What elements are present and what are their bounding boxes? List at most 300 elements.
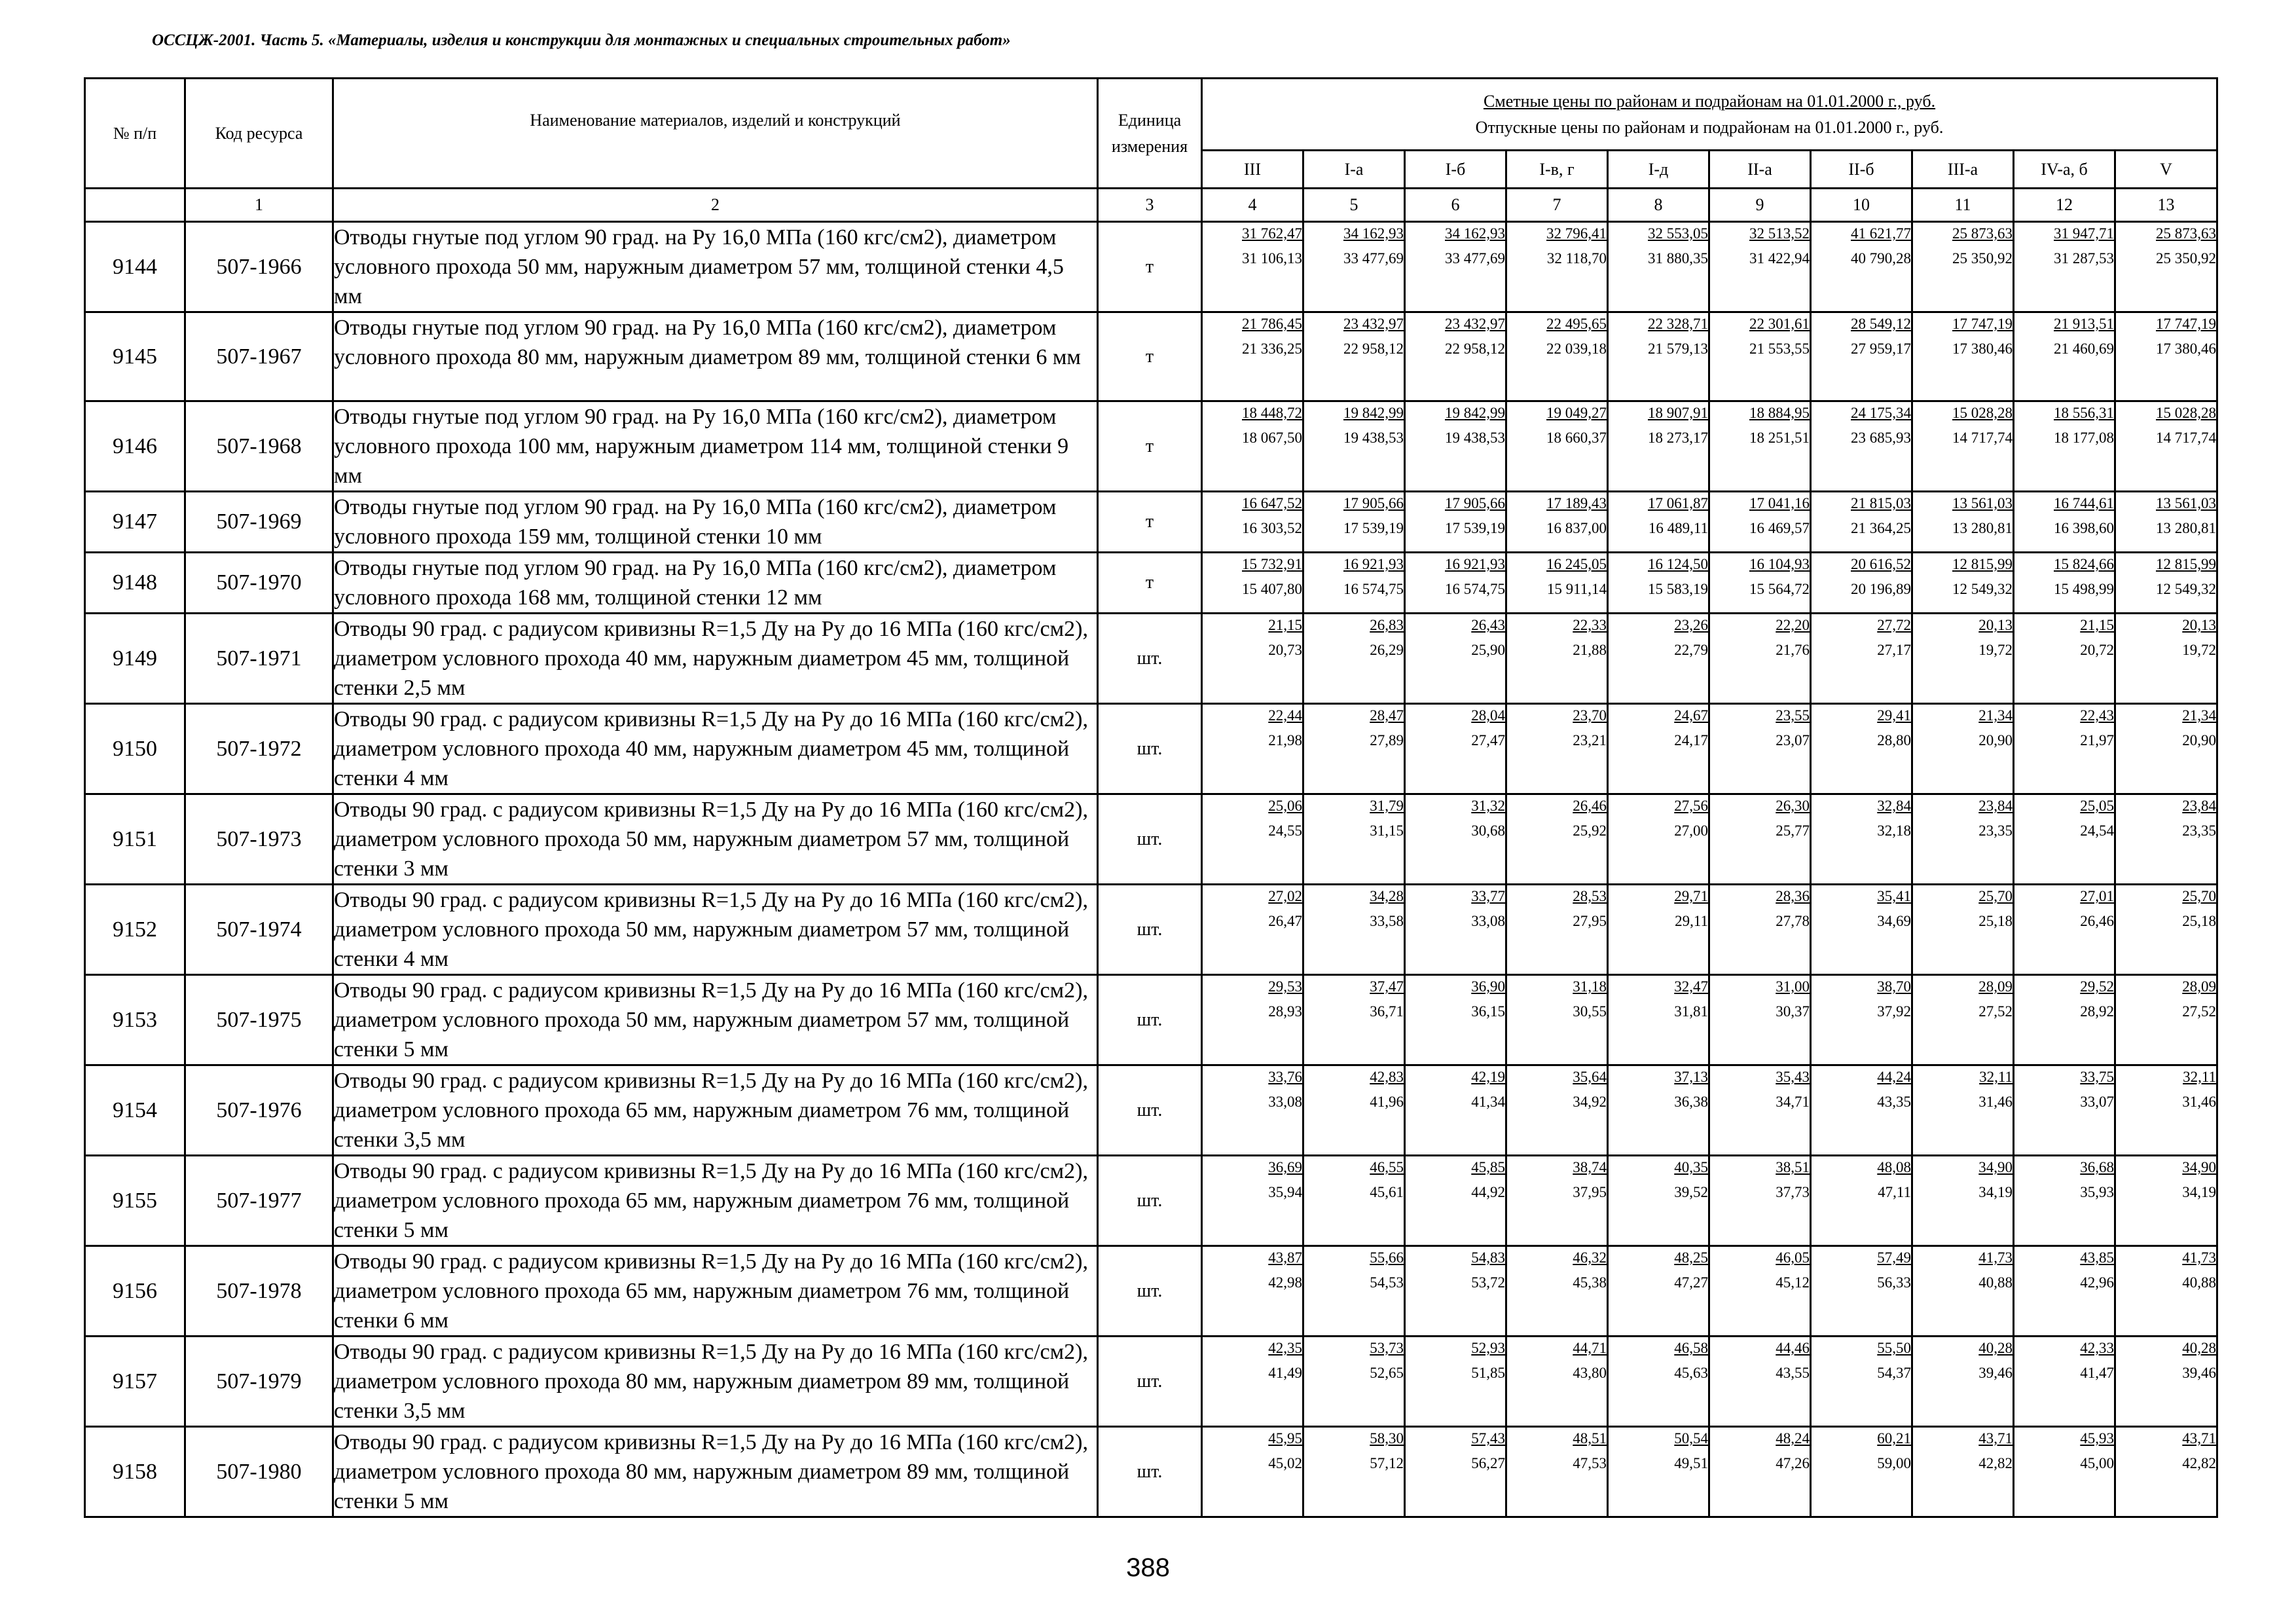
estimate-price: 32 796,41 [1546,225,1607,242]
table-row [85,885,2217,975]
price-cell [1608,1246,1709,1337]
price-cell [1202,614,1303,704]
release-price: 13 280,81 [2156,520,2217,536]
release-price: 19 438,53 [1445,430,1505,446]
material-name: Отводы гнутые под углом 90 град. на Ру 16,0 МПа (160 кгс/см2), диаметром условного прохода 159 мм, толщиной стенки 10 мм [333,492,1098,553]
row-number: 9158 [85,1427,185,1517]
release-price: 27,52 [2182,1003,2217,1020]
table-row [85,794,2217,885]
row-number: 9149 [85,614,185,704]
price-cell [1912,553,2014,614]
estimate-price: 32,84 [1877,798,1911,814]
column-number: 1 [185,189,333,222]
price-cell [1405,885,1506,975]
unit-of-measure: шт. [1098,1427,1202,1517]
price-cell [1912,614,2014,704]
estimate-price: 52,93 [1471,1340,1505,1356]
price-cell [1811,492,1912,553]
release-price: 15 498,99 [2054,581,2114,597]
estimate-price: 48,25 [1674,1249,1708,1266]
release-price: 39,52 [1674,1184,1708,1200]
price-cell [1709,975,1811,1065]
price-cell [1405,1246,1506,1337]
estimate-price: 31,79 [1370,798,1404,814]
price-cell [1303,1246,1405,1337]
price-cell [1608,704,1709,794]
price-cell [1811,614,1912,704]
release-price: 33,07 [2080,1094,2114,1110]
resource-code: 507-1966 [185,222,333,312]
estimate-price: 21,34 [1978,707,2013,724]
estimate-price: 34 162,93 [1445,225,1505,242]
column-number [85,189,185,222]
release-price: 31,81 [1674,1003,1708,1020]
price-cell [1811,794,1912,885]
row-number: 9148 [85,553,185,614]
estimate-price: 25,70 [1978,888,2013,904]
release-price: 43,55 [1776,1365,1810,1381]
page-number: 388 [1126,1553,1170,1582]
table-row [85,492,2217,553]
estimate-price: 25 873,63 [2156,225,2217,242]
estimate-price: 27,56 [1674,798,1708,814]
estimate-price: 34,90 [2182,1159,2217,1175]
release-price: 18 660,37 [1546,430,1607,446]
resource-code: 507-1974 [185,885,333,975]
estimate-price: 29,71 [1674,888,1708,904]
row-number: 9152 [85,885,185,975]
release-price: 22 039,18 [1546,341,1607,357]
release-price: 18 177,08 [2054,430,2114,446]
release-price: 37,95 [1573,1184,1607,1200]
region-header: V [2115,151,2217,189]
estimate-price: 31,18 [1573,978,1607,995]
material-name: Отводы 90 град. с радиусом кривизны R=1,5 Ду на Ру до 16 МПа (160 кгс/см2), диаметром условного прохода 65 мм, наружным диаметром 76 мм, толщиной стенки 6 мм [333,1246,1098,1337]
estimate-price: 45,93 [2080,1430,2114,1447]
estimate-price: 44,71 [1573,1340,1607,1356]
price-cell [2115,1065,2217,1156]
estimate-price: 54,83 [1471,1249,1505,1266]
estimate-price: 32,11 [1979,1069,2013,1085]
release-price: 25,90 [1471,642,1505,658]
estimate-price: 17 189,43 [1546,495,1607,511]
estimate-price: 32 513,52 [1749,225,1810,242]
estimate-price: 26,46 [1573,798,1607,814]
estimate-price: 34,90 [1978,1159,2013,1175]
estimate-price: 13 561,03 [1952,495,2013,511]
release-price: 19 438,53 [1343,430,1404,446]
estimate-price: 40,35 [1674,1159,1708,1175]
estimate-price: 21 786,45 [1242,316,1302,332]
estimate-price: 58,30 [1370,1430,1404,1447]
price-cell [1405,1427,1506,1517]
estimate-price: 19 049,27 [1546,405,1607,421]
price-cell [1506,312,1608,401]
release-price: 24,55 [1268,822,1302,839]
price-cell [1202,794,1303,885]
price-cell [1405,794,1506,885]
release-price: 44,92 [1471,1184,1505,1200]
price-cell [1202,312,1303,401]
price-cell [1405,1065,1506,1156]
estimate-price: 37,47 [1370,978,1404,995]
price-cell [1506,222,1608,312]
price-cell [1405,492,1506,553]
release-price: 41,96 [1370,1094,1404,1110]
column-number: 4 [1202,189,1303,222]
release-price: 34,69 [1877,913,1911,929]
estimate-price: 28,47 [1370,707,1404,724]
estimate-price: 45,85 [1471,1159,1505,1175]
row-number: 9150 [85,704,185,794]
price-cell [1506,794,1608,885]
price-cell [2014,1337,2115,1427]
release-price: 26,47 [1268,913,1302,929]
resource-code: 507-1980 [185,1427,333,1517]
material-name: Отводы 90 град. с радиусом кривизны R=1,5 Ду на Ру до 16 МПа (160 кгс/см2), диаметром условного прохода 40 мм, наружным диаметром 45 мм, толщиной стенки 2,5 мм [333,614,1098,704]
unit-of-measure: шт. [1098,1337,1202,1427]
estimate-price: 25 873,63 [1952,225,2013,242]
estimate-price: 18 884,95 [1749,405,1810,421]
price-cell [2014,492,2115,553]
estimate-price: 22,43 [2080,707,2114,724]
release-price: 36,71 [1370,1003,1404,1020]
region-header: I-а [1303,151,1405,189]
release-price: 21 553,55 [1749,341,1810,357]
estimate-price: 36,90 [1471,978,1505,995]
price-cell [1303,794,1405,885]
release-price: 21,76 [1776,642,1810,658]
estimate-price: 17 905,66 [1445,495,1505,511]
material-name: Отводы 90 град. с радиусом кривизны R=1,5 Ду на Ру до 16 МПа (160 кгс/см2), диаметром условного прохода 65 мм, наружным диаметром 76 мм, толщиной стенки 3,5 мм [333,1065,1098,1156]
estimate-price: 23 432,97 [1445,316,1505,332]
price-cell [1912,704,2014,794]
estimate-price: 43,87 [1268,1249,1302,1266]
price-cell [1506,614,1608,704]
release-price: 23 685,93 [1851,430,1911,446]
estimate-price: 55,66 [1370,1249,1404,1266]
region-header: I-д [1608,151,1709,189]
material-name: Отводы 90 град. с радиусом кривизны R=1,5 Ду на Ру до 16 МПа (160 кгс/см2), диаметром условного прохода 50 мм, наружным диаметром 57 мм, толщиной стенки 4 мм [333,885,1098,975]
price-cell [1405,614,1506,704]
price-cell [1202,222,1303,312]
region-header: IV-а, б [2014,151,2115,189]
release-price: 18 067,50 [1242,430,1302,446]
price-cell [1811,885,1912,975]
release-price: 41,47 [2080,1365,2114,1381]
release-price: 31,46 [2182,1094,2217,1110]
estimate-price: 38,74 [1573,1159,1607,1175]
price-cell [1202,1065,1303,1156]
price-cell [1709,312,1811,401]
price-cell [1506,1156,1608,1246]
estimate-price: 31,32 [1471,798,1505,814]
price-cell [1709,401,1811,492]
estimate-price: 17 747,19 [1952,316,2013,332]
release-price: 28,92 [2080,1003,2114,1020]
estimate-price: 37,13 [1674,1069,1708,1085]
release-price: 30,55 [1573,1003,1607,1020]
estimate-price: 45,95 [1268,1430,1302,1447]
release-price: 34,71 [1776,1094,1810,1110]
estimate-price: 17 747,19 [2156,316,2217,332]
estimate-price: 24 175,34 [1851,405,1911,421]
price-cell [1912,1156,2014,1246]
estimate-price: 19 842,99 [1343,405,1404,421]
estimate-price: 23,55 [1776,707,1810,724]
estimate-price: 29,52 [2080,978,2114,995]
price-cell [2115,704,2217,794]
release-price: 20,90 [1978,732,2013,748]
estimate-price: 17 041,16 [1749,495,1810,511]
region-header: III [1202,151,1303,189]
price-cell [2014,975,2115,1065]
price-cell [2014,1065,2115,1156]
estimate-price: 43,85 [2080,1249,2114,1266]
estimate-price: 31 762,47 [1242,225,1302,242]
release-price: 27,95 [1573,913,1607,929]
price-cell [2115,1427,2217,1517]
release-price: 22,79 [1674,642,1708,658]
table-row [85,1156,2217,1246]
release-price: 21 336,25 [1242,341,1302,357]
table-row [85,1337,2217,1427]
release-price: 33 477,69 [1343,250,1404,267]
table-row [85,222,2217,312]
price-cell [1811,222,1912,312]
unit-of-measure: т [1098,312,1202,401]
price-cell [1506,1246,1608,1337]
price-cell [1303,1156,1405,1246]
estimate-price: 26,83 [1370,617,1404,633]
price-cell [1405,401,1506,492]
release-price: 36,38 [1674,1094,1708,1110]
resource-code: 507-1976 [185,1065,333,1156]
price-cell [1709,1065,1811,1156]
row-number: 9144 [85,222,185,312]
release-price: 34,92 [1573,1094,1607,1110]
row-number: 9147 [85,492,185,553]
price-cell [1811,401,1912,492]
release-price: 32,18 [1877,822,1911,839]
price-cell [2115,401,2217,492]
estimate-price: 16 245,05 [1546,556,1607,572]
column-number: 2 [333,189,1098,222]
release-price: 26,29 [1370,642,1404,658]
unit-of-measure: шт. [1098,885,1202,975]
estimate-price: 53,73 [1370,1340,1404,1356]
price-cell [1912,975,2014,1065]
release-price: 42,96 [2080,1274,2114,1291]
estimate-price: 46,58 [1674,1340,1708,1356]
price-cell [2014,401,2115,492]
price-cell [1709,492,1811,553]
price-cell [1608,1065,1709,1156]
release-price: 47,53 [1573,1455,1607,1471]
estimate-price: 18 907,91 [1648,405,1708,421]
table-row [85,553,2217,614]
release-price: 40,88 [1978,1274,2013,1291]
release-price: 45,38 [1573,1274,1607,1291]
column-number: 13 [2115,189,2217,222]
header-name: Наименование материалов, изделий и конструкций [333,79,1098,189]
release-price: 35,94 [1268,1184,1302,1200]
release-price: 24,54 [2080,822,2114,839]
release-price: 45,63 [1674,1365,1708,1381]
estimate-price: 15 732,91 [1242,556,1302,572]
estimate-price: 22,33 [1573,617,1607,633]
column-number: 5 [1303,189,1405,222]
price-cell [1709,1337,1811,1427]
release-price: 21 460,69 [2054,341,2114,357]
release-price: 56,27 [1471,1455,1505,1471]
release-price: 33,08 [1471,913,1505,929]
estimate-price: 35,64 [1573,1069,1607,1085]
estimate-price: 28,36 [1776,888,1810,904]
release-price: 31,46 [1978,1094,2013,1110]
release-price: 17 380,46 [1952,341,2013,357]
price-cell [2014,885,2115,975]
estimate-price: 23,84 [2182,798,2217,814]
estimate-price: 19 842,99 [1445,405,1505,421]
region-header: I-в, г [1506,151,1608,189]
release-price: 25 350,92 [1952,250,2013,267]
release-price: 45,12 [1776,1274,1810,1291]
price-cell [2014,553,2115,614]
price-cell [1506,1337,1608,1427]
estimate-price: 46,55 [1370,1159,1404,1175]
release-price: 47,27 [1674,1274,1708,1291]
estimate-price: 57,43 [1471,1430,1505,1447]
region-header: III-а [1912,151,2014,189]
price-cell [1303,401,1405,492]
estimate-price: 35,43 [1776,1069,1810,1085]
column-number: 3 [1098,189,1202,222]
estimate-price: 18 556,31 [2054,405,2114,421]
estimate-price: 21,34 [2182,707,2217,724]
row-number: 9157 [85,1337,185,1427]
estimate-price: 48,24 [1776,1430,1810,1447]
estimate-price: 27,72 [1877,617,1911,633]
estimate-price: 41,73 [1978,1249,2013,1266]
price-cell [1608,885,1709,975]
row-number: 9155 [85,1156,185,1246]
estimate-price: 43,71 [1978,1430,2013,1447]
price-table [84,77,2218,1518]
release-price: 12 549,32 [1952,581,2013,597]
price-cell [1303,1337,1405,1427]
header-prices [1202,79,2217,151]
estimate-price: 42,83 [1370,1069,1404,1085]
price-cell [1202,553,1303,614]
estimate-price: 16 104,93 [1749,556,1810,572]
price-cell [1912,1065,2014,1156]
unit-of-measure: шт. [1098,1246,1202,1337]
estimate-price: 60,21 [1877,1430,1911,1447]
release-price: 59,00 [1877,1455,1911,1471]
price-cell [2014,222,2115,312]
row-number: 9151 [85,794,185,885]
estimate-price: 27,02 [1268,888,1302,904]
column-number: 10 [1811,189,1912,222]
price-cell [1202,1337,1303,1427]
release-price: 15 583,19 [1648,581,1708,597]
price-cell [2115,1156,2217,1246]
material-name: Отводы 90 град. с радиусом кривизны R=1,5 Ду на Ру до 16 МПа (160 кгс/см2), диаметром условного прохода 80 мм, наружным диаметром 89 мм, толщиной стенки 3,5 мм [333,1337,1098,1427]
price-cell [1811,704,1912,794]
release-price: 30,37 [1776,1003,1810,1020]
release-price: 42,82 [2182,1455,2217,1471]
price-cell [1405,1156,1506,1246]
estimate-price: 43,71 [2182,1430,2217,1447]
release-price: 39,46 [1978,1365,2013,1381]
estimate-price: 34 162,93 [1343,225,1404,242]
price-cell [1506,975,1608,1065]
estimate-price: 21,15 [1268,617,1302,633]
release-price: 25,92 [1573,822,1607,839]
release-price: 16 837,00 [1546,520,1607,536]
price-cell [1506,492,1608,553]
price-cell [1202,1246,1303,1337]
estimate-price: 23,84 [1978,798,2013,814]
estimate-price: 21 913,51 [2054,316,2114,332]
resource-code: 507-1978 [185,1246,333,1337]
release-price: 20 196,89 [1851,581,1911,597]
release-price: 40,88 [2182,1274,2217,1291]
resource-code: 507-1968 [185,401,333,492]
price-cell [2014,614,2115,704]
price-cell [1811,1337,1912,1427]
release-price: 31 422,94 [1749,250,1810,267]
price-cell [1912,312,2014,401]
price-cell [1912,401,2014,492]
price-cell [1405,1337,1506,1427]
release-price: 34,19 [2182,1184,2217,1200]
release-price: 37,92 [1877,1003,1911,1020]
estimate-price: 41,73 [2182,1249,2217,1266]
release-price: 25,18 [1978,913,2013,929]
unit-of-measure: шт. [1098,704,1202,794]
price-cell [1405,312,1506,401]
unit-of-measure: шт. [1098,614,1202,704]
estimate-price: 22 328,71 [1648,316,1708,332]
estimate-price: 22,44 [1268,707,1302,724]
estimate-price: 40,28 [1978,1340,2013,1356]
release-price: 16 303,52 [1242,520,1302,536]
price-cell [1506,401,1608,492]
price-cell [2014,1156,2115,1246]
release-price: 23,35 [1978,822,2013,839]
estimate-price: 48,51 [1573,1430,1607,1447]
price-cell [1709,704,1811,794]
price-cell [1608,553,1709,614]
header-prices-estimate: Сметные цены по районам и подрайонам на 01.01.2000 г., руб. [1483,92,1936,111]
price-cell [2115,312,2217,401]
material-name: Отводы 90 град. с радиусом кривизны R=1,5 Ду на Ру до 16 МПа (160 кгс/см2), диаметром условного прохода 80 мм, наружным диаметром 89 мм, толщиной стенки 5 мм [333,1427,1098,1517]
estimate-price: 22 495,65 [1546,316,1607,332]
estimate-price: 38,51 [1776,1159,1810,1175]
release-price: 17 539,19 [1343,520,1404,536]
release-price: 32 118,70 [1546,250,1607,267]
estimate-price: 27,01 [2080,888,2114,904]
estimate-price: 29,53 [1268,978,1302,995]
release-price: 22 958,12 [1343,341,1404,357]
price-cell [1608,401,1709,492]
unit-of-measure: т [1098,492,1202,553]
unit-of-measure: шт. [1098,1065,1202,1156]
price-cell [2115,885,2217,975]
material-name: Отводы 90 град. с радиусом кривизны R=1,5 Ду на Ру до 16 МПа (160 кгс/см2), диаметром условного прохода 65 мм, наружным диаметром 76 мм, толщиной стенки 5 мм [333,1156,1098,1246]
